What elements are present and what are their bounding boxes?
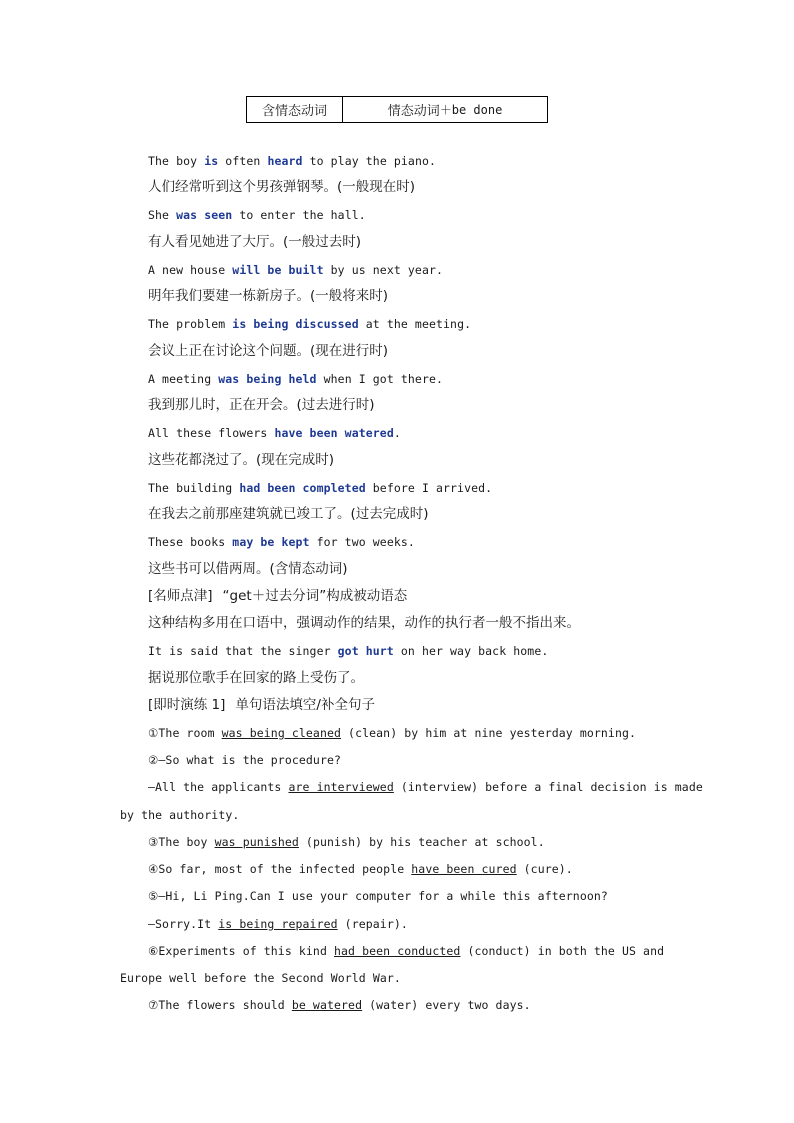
example-sentence: A new house will be built by us next year. — [148, 263, 444, 277]
tip-example-translation: 据说那位歌手在回家的路上受伤了。 — [148, 670, 364, 686]
answer-blank: is being repaired — [218, 917, 338, 931]
practice-item: ②—So what is the procedure? — [148, 753, 342, 767]
example-sentence: She was seen to enter the hall. — [148, 208, 366, 222]
practice-item: ⑤—Hi, Li Ping.Can I use your computer for a while this afternoon? — [148, 889, 608, 903]
tip-example: It is said that the singer got hurt on her way back home. — [148, 644, 549, 658]
example-sentence: The boy is often heard to play the piano. — [148, 154, 437, 168]
practice-heading — [148, 695, 708, 715]
example-translation: 我到那儿时，正在开会。(过去进行时) — [148, 397, 375, 413]
tip-label: [名师点津] — [148, 588, 213, 604]
example-translation: 在我去之前那座建筑就已竣工了。(过去完成时) — [148, 506, 429, 522]
table-cell-structure-cn: 情态动词 — [387, 104, 440, 119]
answer-blank: was being cleaned — [221, 726, 342, 740]
example-sentence: All these flowers have been watered. — [148, 426, 401, 440]
answer-blank: had been conducted — [334, 944, 461, 958]
practice-item: ⑥Experiments of this kind had been conducted (conduct) in both the US and — [148, 944, 665, 958]
tip-title: “get＋过去分词”构成被动语态 — [222, 588, 408, 604]
practice-item: ⑦The flowers should be watered (water) every two days. — [148, 998, 531, 1012]
practice-item: —All the applicants are interviewed (interview) before a final decision is made — [148, 780, 703, 794]
practice-item: —Sorry.It is being repaired (repair). — [148, 917, 408, 931]
tense-table-row — [246, 96, 548, 123]
practice-item: ①The room was being cleaned (clean) by him at nine yesterday morning. — [148, 726, 637, 740]
practice-title: 单句语法填空/补全句子 — [235, 697, 375, 713]
example-translation: 人们经常听到这个男孩弹钢琴。(一般现在时) — [148, 179, 416, 195]
example-sentence: The building had been completed before I arrived. — [148, 481, 493, 495]
practice-label: [即时演练 1] — [148, 697, 226, 713]
table-cell-structure-en: ＋be done — [439, 103, 503, 117]
answer-blank: are interviewed — [288, 780, 394, 794]
example-translation: 有人看见她进了大厅。(一般过去时) — [148, 234, 362, 250]
answer-blank: be watered — [291, 998, 363, 1012]
practice-item-continuation: by the authority. — [120, 808, 240, 822]
tip-heading — [148, 586, 708, 606]
example-sentence: These books may be kept for two weeks. — [148, 535, 415, 549]
table-cell-structure — [343, 97, 547, 122]
example-sentence: The problem is being discussed at the meeting. — [148, 317, 472, 331]
answer-blank: was punished — [214, 835, 299, 849]
practice-item: ④So far, most of the infected people have been cured (cure). — [148, 862, 573, 876]
example-translation: 会议上正在讨论这个问题。(现在进行时) — [148, 343, 389, 359]
tip-description: 这种结构多用在口语中，强调动作的结果，动作的执行者一般不指出来。 — [148, 615, 580, 631]
example-translation: 这些书可以借两周。(含情态动词) — [148, 561, 348, 577]
example-sentence: A meeting was being held when I got there. — [148, 372, 444, 386]
answer-blank: have been cured — [411, 862, 517, 876]
practice-item-continuation: Europe well before the Second World War. — [120, 971, 401, 985]
table-cell-tense: 含情态动词 — [247, 97, 343, 122]
example-translation: 明年我们要建一栋新房子。(一般将来时) — [148, 288, 389, 304]
example-translation: 这些花都浇过了。(现在完成时) — [148, 452, 335, 468]
practice-item: ③The boy was punished (punish) by his teacher at school. — [148, 835, 545, 849]
